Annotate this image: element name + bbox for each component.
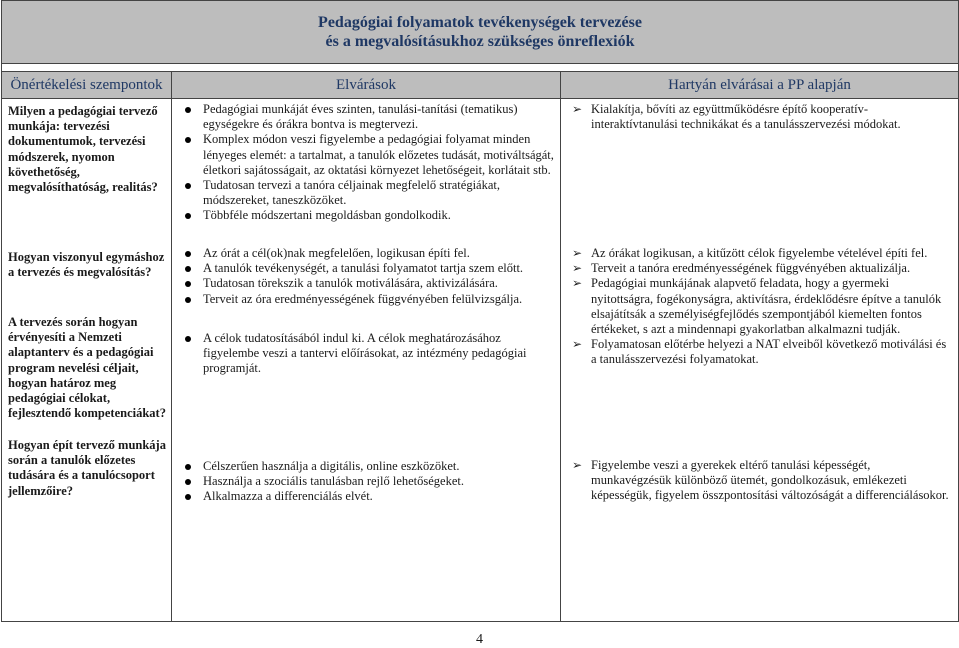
expectations-group-4 [180, 459, 556, 505]
header-row [2, 72, 959, 99]
criteria-cell [2, 99, 172, 622]
list-item: Terveit az óra eredményességének függvényében felülvizsgálja. [180, 292, 556, 307]
list-item: ➢ Pedagógiai munkájának alapvető feladata, hogy a gyermeki nyitottságra, fogékonyságra, aktivításra, érdeklődésre építve a tanulók elsajátítsák a személyiségfejlődés szempontjából kiemelten fontos értékeket, s azt a mindennapi gyakorlatban alkalmazni tudják. [572, 276, 942, 337]
self-evaluation-table [1, 0, 959, 622]
list-item: Többféle módszertani megoldásban gondolkodik. [180, 208, 556, 223]
list-item: ➢ Figyelembe veszi a gyerekek eltérő tanulási képességét, munkavégzésük különböző ütemét, gondolkozásuk, emlékezeti képességük, figyelem összpontosítási változóságát a differenciálásokor. [572, 458, 949, 503]
arrow-bullet-icon: ➢ [572, 458, 583, 472]
list-item: Alkalmazza a differenciálás elvét. [180, 489, 556, 504]
list-item: Pedagógiai munkáját éves szinten, tanulási-tanítási (tematikus) egységekre és órákra bontva is megtervezi. [180, 102, 556, 132]
list-item: Célszerűen használja a digitális, online eszközöket. [180, 459, 556, 474]
page-number: 4 [476, 632, 483, 647]
list-item: A célok tudatosításából indul ki. A célok meghatározásához figyelembe veszi a tantervi előírásokat, az intézmény pedagógiai programját. [180, 331, 556, 377]
arrow-bullet-icon: ➢ [572, 246, 583, 260]
list-item: Használja a szociális tanulásban rejlő lehetőségeket. [180, 474, 556, 489]
list-item: ➢ Terveit a tanóra eredményességének függvényében aktualizálja. [572, 261, 911, 276]
arrow-bullet-icon: ➢ [572, 261, 583, 276]
header-criteria: Önértékelési szempontok [2, 72, 172, 99]
header-hartyan: Hartyán elvárásai a PP alapján [561, 72, 959, 99]
expectations-cell [172, 99, 561, 622]
question-1: Milyen a pedagógiai tervező munkája: tervezési dokumentumok, tervezési módszerek, nyomon követhetőség, megvalósíthatóság, realitás? [8, 104, 158, 195]
arrow-bullet-icon: ➢ [572, 337, 583, 352]
list-item: A tanulók tevékenységét, a tanulási folyamatot tartja szem előtt. [180, 261, 556, 276]
title-line-1: Pedagógiai folyamatok tevékenységek tervezése [318, 14, 642, 31]
list-item: ➢ Folyamatosan előtérbe helyezi a NAT elveiből következő motiválási és a tanulásszervezési folyamatokat. [572, 337, 947, 367]
list-item: Tudatosan tervezi a tanóra céljainak megfelelő stratégiákat, módszereket, taneszközöket. [180, 178, 556, 208]
hartyan-group-2 [569, 246, 954, 458]
question-4: Hogyan épít tervező munkája során a tanulók előzetes tudására és a tanulócsoport jellemzőire? [8, 438, 166, 498]
expectations-group-3 [180, 331, 556, 457]
title-line-2: és a megvalósításukhoz szükséges önreflexiók [325, 33, 635, 50]
question-2: Hogyan viszonyul egymáshoz a tervezés és megvalósítás? [8, 250, 165, 280]
table-title [2, 1, 959, 64]
list-item: Az órát a cél(ok)nak megfelelően, logikusan építi fel. [180, 246, 556, 261]
expectations-group-1 [180, 102, 556, 242]
spacer-row [2, 64, 959, 72]
list-item: ➢ Az órákat logikusan, a kitűzött célok figyelembe vételével építi fel. [572, 246, 928, 260]
list-item: Tudatosan törekszik a tanulók motiválására, aktivizálására. [180, 276, 556, 291]
hartyan-cell [561, 99, 959, 622]
header-expectations: Elvárások [172, 72, 561, 99]
expectations-group-2 [180, 246, 556, 323]
hartyan-group-1 [569, 102, 954, 243]
content-row [2, 99, 959, 622]
list-item: Komplex módon veszi figyelembe a pedagógiai folyamat minden lényeges elemét: a tartalmat, a tanulók előzetes tudását, motiváltságát, életkori sajátosságait, az oktatási környezet lehetőségeit, korlátait stb. [180, 132, 556, 178]
arrow-bullet-icon: ➢ [572, 276, 583, 291]
arrow-bullet-icon: ➢ [572, 102, 583, 116]
question-3: A tervezés során hogyan érvényesíti a Nemzeti alaptanterv és a pedagógiai program nevelési céljait, hogyan határoz meg pedagógiai célokat, fejlesztendő kompetenciákat? [8, 315, 166, 421]
list-item: ➢ Kialakítja, bővíti az együttműködésre építő kooperatív-interaktívtanulási technikákat és a tanulásszervezési módokat. [572, 102, 901, 132]
hartyan-group-3 [569, 458, 954, 504]
